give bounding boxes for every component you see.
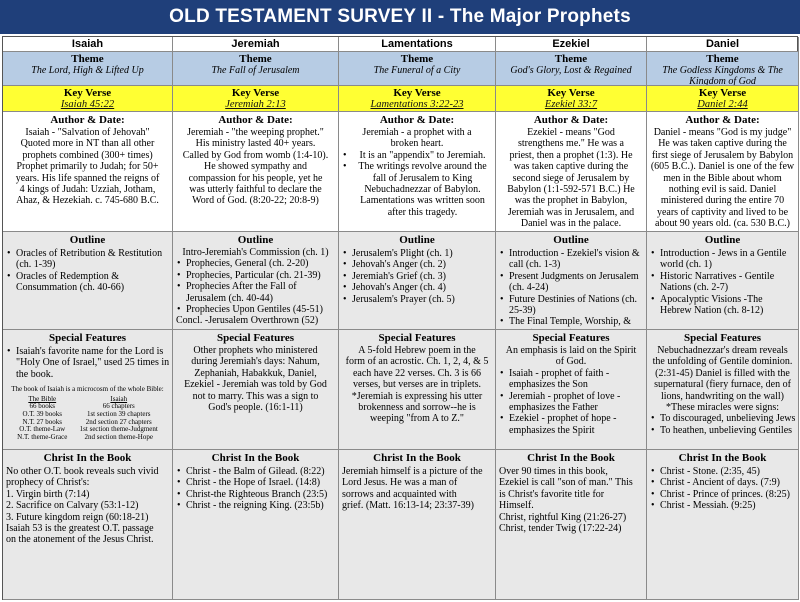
key-verse-daniel (647, 86, 799, 112)
christ-label: Christ In the Book (678, 452, 767, 464)
author-line: nothing evil is said. Daniel (668, 184, 777, 196)
outline-conclusion: Concl. -Jerusalem Overthrown (52) (176, 315, 319, 327)
feature-item: • Isaiah - prophet of faith - emphasizes the Son (500, 368, 644, 391)
book-header-daniel: Daniel (647, 37, 799, 52)
inset-right-line: 1st section theme-Judgment (79, 425, 158, 434)
feature-line: verses, but verses are in triplets. (352, 379, 482, 391)
inset-left-line: O.T. theme-Law (19, 425, 66, 434)
author-line: Quoted more in NT than all other (20, 138, 155, 150)
features-jeremiah (173, 330, 339, 450)
author-line: Isaiah - "Salvation of Jehovah" (25, 127, 150, 138)
features-label: Special Features (683, 332, 762, 344)
christ-line: grief. (Matt. 16:13-14; 23:37-39) (342, 500, 474, 512)
author-isaiah (3, 112, 173, 232)
outline-item: • Jerusalem's Plight (ch. 1) (343, 248, 493, 259)
author-label: Author & Date: (685, 114, 760, 126)
outline-item: • Jehovah's Anger (ch. 2) (343, 259, 493, 270)
theme-ezekiel (496, 52, 647, 86)
key-verse-link[interactable]: Isaiah 45:22 (60, 99, 115, 110)
book-header-isaiah: Isaiah (3, 37, 173, 52)
feature-item: • To heathen, unbelieving Gentiles (651, 425, 796, 436)
key-verse-label: Key Verse (547, 87, 595, 99)
features-label: Special Features (216, 332, 295, 344)
theme-label: Theme (400, 53, 434, 65)
outline-item: • Oracles of Redemption & Consummation (ch. 40-66) (7, 271, 170, 294)
outline-item: • Prophecies Upon Gentiles (45-51) (177, 304, 336, 315)
christ-line: on the atonement of the Jesus Christ. (6, 534, 154, 546)
author-jeremiah (173, 112, 339, 232)
author-bullet: • It is an "appendix" to Jeremiah. (343, 150, 493, 161)
feature-line: Nebuchadnezzar's dream reveals (657, 345, 788, 356)
author-line: His ministry lasted 40+ years. (195, 138, 316, 150)
page-title: OLD TESTAMENT SURVEY II - The Major Prophets (0, 0, 800, 34)
feature-item: • Jeremiah - prophet of love - emphasizes the Father (500, 391, 644, 414)
christ-label: Christ In the Book (43, 452, 132, 464)
theme-lamentations (339, 52, 496, 86)
author-line: compassion for his people, yet he (188, 172, 323, 184)
feature-line: supernatural (fiery furnace, den of (654, 379, 791, 391)
christ-line: Christ, tender Twig (17:22-24) (499, 523, 622, 535)
feature-line: Ezekiel - Jeremiah was told by God (184, 379, 327, 391)
christ-line: prophecy of Christ's: (6, 477, 90, 489)
survey-table (2, 36, 798, 600)
key-verse-label: Key Verse (63, 87, 112, 99)
christ-item: • Christ - the Hope of Israel. (14:8) (177, 477, 336, 488)
theme-text: The Godless Kingdoms & The Kingdom of God (662, 65, 783, 86)
outline-item: • Jehovah's Anger (ch. 4) (343, 282, 493, 293)
key-verse-link[interactable]: Lamentations 3:22-23 (370, 99, 464, 110)
outline-label: Outline (399, 234, 435, 246)
feature-line: each have 22 verses. Ch. 3 is 66 (352, 367, 482, 379)
feature-line: the unfolding of Gentile dominion. (652, 356, 793, 368)
christ-line: Ezekiel is call "son of man." This (499, 477, 633, 489)
feature-line: during Jeremiah's days: Nahum, (191, 356, 320, 368)
christ-isaiah (3, 450, 173, 600)
author-line: second siege of Jerusalem by (512, 172, 630, 184)
outline-label: Outline (553, 234, 589, 246)
author-line: Jeremiah - a prophet with a (362, 127, 472, 138)
christ-line: Christ, rightful King (21:26-27) (499, 511, 627, 523)
christ-lamentations (339, 450, 496, 600)
outline-daniel (647, 232, 799, 330)
feature-line: weeping "from A to Z." (370, 413, 464, 425)
feature-line: *These miracles were signs: (665, 402, 780, 414)
inset-right-line: 1st section 39 chapters (86, 410, 151, 418)
isaiah-bible-microcosm (11, 386, 164, 441)
outline-item: • Oracles of Retribution & Restitution (ch. 1-39) (7, 248, 170, 271)
author-line: about 90 years old. (ca. 530 B.C.) (655, 218, 790, 230)
author-line: Ezekiel - means "God (527, 127, 615, 138)
theme-label: Theme (71, 53, 104, 65)
author-line: He was taken captive during the (658, 138, 787, 150)
christ-line: is Christ's favorite title for (499, 488, 605, 500)
outline-item: • The Final Temple, Worship, & (500, 316, 644, 330)
feature-line: Zephaniah, Habakkuk, Daniel, (194, 367, 317, 379)
theme-text: The Funeral of a City (373, 65, 461, 76)
author-line: priest, then a prophet (1:3). He (509, 149, 633, 161)
features-label: Special Features (532, 332, 610, 344)
theme-label: Theme (554, 53, 588, 65)
feature-line: A 5-fold Hebrew poem in the (358, 345, 476, 356)
theme-text: God's Glory, Lost & Regained (510, 65, 632, 76)
theme-daniel (647, 52, 799, 86)
author-line: Ahaz, & Hezekiah. c. 745-680 B.C. (16, 195, 159, 207)
features-isaiah (3, 330, 173, 450)
author-line: was the prophet in Babylon, (514, 195, 628, 207)
feature-line: An emphasis is laid on the Spirit (505, 345, 637, 356)
theme-label: Theme (239, 53, 272, 65)
author-line: Jeremiah - "the weeping prophet." (187, 127, 324, 138)
christ-line: 2. Sacrifice on Calvary (53:1-12) (6, 500, 139, 512)
author-line: Word of God. (8:20-22; 20:8-9) (192, 195, 319, 207)
feature-line: brokenness and sorrow--he is (358, 402, 476, 414)
feature-line: not to marry. This was a sign to (192, 390, 319, 402)
feature-line: form of an acrostic. Ch. 1, 2, 4, & 5 (345, 356, 489, 368)
outline-item: • Jerusalem's Prayer (ch. 5) (343, 294, 493, 305)
outline-item: • Future Destinies of Nations (ch. 25-39) (500, 294, 644, 317)
outline-item: • Introduction - Jews in a Gentile world (ch. 1) (651, 248, 796, 271)
author-label: Author & Date: (379, 114, 455, 126)
christ-item: • Christ - Messiah. (9:25) (651, 500, 796, 511)
outline-label: Outline (704, 234, 741, 246)
christ-line: Isaiah 53 is the greatest O.T. passage (6, 523, 154, 535)
features-daniel (647, 330, 799, 450)
outline-item: • Prophecies, General (ch. 2-20) (177, 258, 336, 269)
inset-left-title: The Bible (28, 394, 57, 403)
christ-item: • Christ - Ancient of days. (7:9) (651, 477, 796, 488)
outline-label: Outline (237, 234, 274, 246)
christ-label: Christ In the Book (527, 452, 615, 464)
outline-item: • Jeremiah's Grief (ch. 3) (343, 271, 493, 282)
christ-line: Over 90 times in this book, (499, 466, 608, 477)
feature-line: *Jeremiah is expressing his utter (351, 390, 483, 402)
christ-line: 1. Virgin birth (7:14) (6, 488, 90, 500)
inset-right-line: 2nd section 27 chapters (85, 417, 152, 426)
outline-item: • Historic Narratives - Gentile Nations (ch. 2-7) (651, 271, 796, 294)
key-verse-lamentations (339, 86, 496, 112)
author-line: Babylon (1:1-592-571 B.C.) He (507, 184, 635, 196)
outline-item: • Apocalyptic Visions -The Hebrew Nation (ch. 8-12) (651, 294, 796, 317)
outline-lamentations (339, 232, 496, 330)
christ-line: Lord Jesus. He was a man of (342, 477, 458, 489)
author-line: broken heart. (390, 138, 444, 150)
feature-line: of God. (555, 356, 587, 368)
inset-left-line: N.T. 27 books (22, 417, 63, 426)
author-line: ministered during the entire 70 (660, 195, 785, 207)
theme-text: The Lord, High & Lifted Up (31, 65, 144, 76)
feature-line: (2:31-45) Daniel is filled with the (655, 367, 790, 379)
outline-item: • Prophecies, Particular (ch. 21-39) (177, 270, 336, 281)
author-line: He showed sympathy and (203, 161, 308, 173)
author-daniel (647, 112, 799, 232)
theme-isaiah (3, 52, 173, 86)
theme-jeremiah (173, 52, 339, 86)
feature-item: • To discouraged, unbelieving Jews (651, 413, 796, 424)
author-line: Called by God from womb (1:4-10). (182, 149, 329, 161)
outline-isaiah (3, 232, 173, 330)
feature-line: Other prophets who ministered (193, 345, 318, 356)
christ-label: Christ In the Book (211, 452, 300, 464)
features-label: Special Features (378, 332, 456, 344)
author-label: Author & Date: (218, 114, 293, 126)
author-line: was utterly faithful to declare the (189, 184, 322, 196)
christ-line: Himself. (499, 500, 534, 512)
book-header-lamentations: Lamentations (339, 37, 496, 52)
christ-item: • Christ - Stone. (2:35, 45) (651, 466, 796, 477)
key-verse-isaiah (3, 86, 173, 112)
inset-heading: The book of Isaiah is a microcosm of the whole Bible: (11, 385, 164, 394)
key-verse-link[interactable]: Ezekiel 33:7 (544, 99, 598, 110)
author-line: prophets combined (300+ times) (22, 149, 153, 161)
christ-ezekiel (496, 450, 647, 600)
inset-right-line: 66 chapters (102, 402, 135, 411)
features-lamentations (339, 330, 496, 450)
inset-right-title: Isaiah (110, 394, 128, 403)
author-line: (605 B.C.). Daniel is one of the few (650, 161, 795, 173)
inset-left-line: 66 books (29, 402, 55, 411)
feature-line: lions, handwriting on the wall) (660, 390, 785, 402)
key-verse-jeremiah (173, 86, 339, 112)
christ-label: Christ In the Book (373, 452, 461, 464)
christ-line: sorrows and acquainted with (342, 488, 457, 500)
author-label: Author & Date: (50, 114, 125, 126)
outline-jeremiah (173, 232, 339, 330)
author-label: Author & Date: (533, 114, 609, 126)
author-line: Daniel was in the palace. (520, 218, 622, 230)
book-header-jeremiah: Jeremiah (173, 37, 339, 52)
christ-line: Jeremiah himself is a picture of the (342, 466, 483, 477)
author-line: Daniel - means "God is my judge" (653, 127, 792, 138)
outline-item: • Present Judgments on Jerusalem (ch. 4-24) (500, 271, 644, 294)
author-line: men in the Bible about whom (663, 172, 782, 184)
author-line: 4 kings of Judah: Uzziah, Jotham, (19, 184, 156, 196)
author-line: years of captivity and lived to be (656, 206, 789, 218)
key-verse-link[interactable]: Daniel 2:44 (697, 99, 748, 110)
author-line: first siege of Jerusalem by Babylon (651, 149, 794, 161)
outline-label: Outline (69, 234, 106, 246)
features-label: Special Features (48, 332, 127, 344)
theme-text: The Fall of Jerusalem (211, 65, 300, 76)
christ-line: 3. Future kingdom reign (60:18-21) (6, 511, 149, 523)
author-line: was taken captive during the (513, 161, 629, 173)
feature-item: • Isaiah's favorite name for the Lord is "Holy One of Israel," used 25 times in the book. (7, 346, 170, 380)
theme-label: Theme (706, 53, 739, 65)
author-lamentations (339, 112, 496, 232)
feature-item: • Ezekiel - prophet of hope - emphasizes the Spirit (500, 413, 644, 436)
christ-daniel (647, 450, 799, 600)
christ-item: • Christ - the Balm of Gilead. (8:22) (177, 466, 336, 477)
author-line: years. His life spanned the reigns of (15, 172, 160, 184)
inset-right-line: 2nd section theme-Hope (84, 432, 153, 441)
christ-item: • Christ-the Righteous Branch (23:5) (177, 489, 336, 500)
outline-item: • Introduction - Ezekiel's vision & call (ch. 1-3) (500, 248, 644, 271)
outline-item: • Prophecies After the Fall of Jerusalem (ch. 40-44) (177, 281, 336, 304)
inset-left-line: O.T. 39 books (22, 410, 63, 418)
author-ezekiel (496, 112, 647, 232)
author-line: strengthens me." He was a (518, 138, 624, 150)
key-verse-link[interactable]: Jeremiah 2:13 (225, 99, 286, 110)
feature-line: God's people. (16:1-11) (208, 402, 303, 414)
author-line: Jeremiah was in Jerusalem, and (507, 206, 635, 218)
christ-jeremiah (173, 450, 339, 600)
author-line: Prophet primarily to Judah; for 50+ (16, 161, 159, 173)
inset-left-line: N.T. theme-Grace (17, 432, 68, 441)
key-verse-ezekiel (496, 86, 647, 112)
features-ezekiel (496, 330, 647, 450)
outline-ezekiel (496, 232, 647, 330)
key-verse-label: Key Verse (698, 87, 747, 99)
christ-item: • Christ - Prince of princes. (8:25) (651, 489, 796, 500)
book-header-ezekiel: Ezekiel (496, 37, 647, 52)
author-bullet: • The writings revolve around the fall of Jerusalem to King Nebuchadnezzar of Babylon. Lamentations was written soon after this tragedy. (343, 161, 493, 218)
key-verse-label: Key Verse (231, 87, 280, 99)
key-verse-label: Key Verse (393, 87, 441, 99)
christ-item: • Christ - the reigning King. (23:5b) (177, 500, 336, 511)
outline-intro: Intro-Jeremiah's Commission (ch. 1) (182, 247, 329, 258)
christ-line: No other O.T. book reveals such vivid (6, 466, 159, 477)
